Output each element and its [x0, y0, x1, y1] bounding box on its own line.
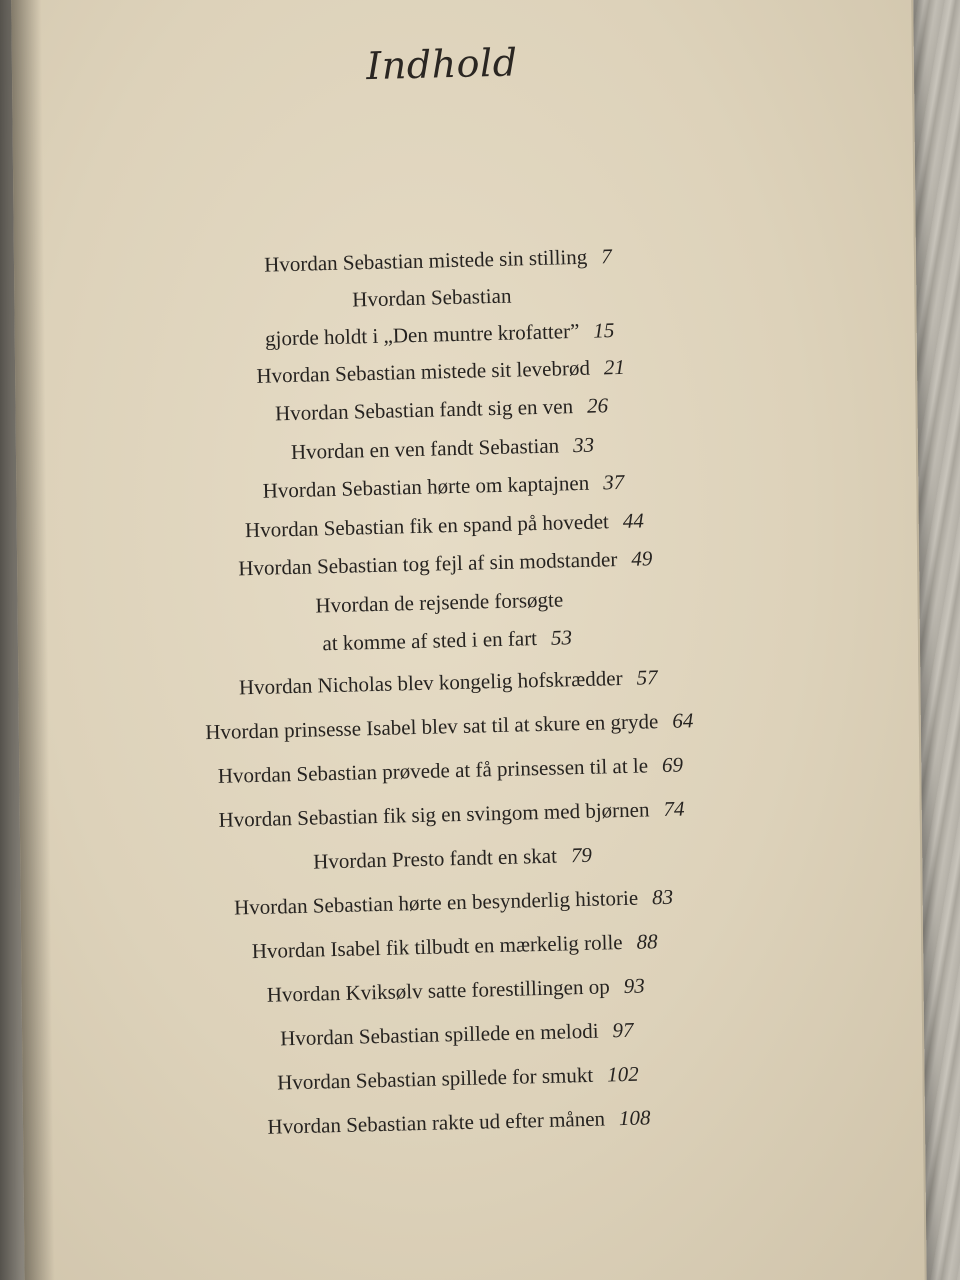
toc-entry-page: 7 — [600, 244, 612, 269]
toc-entry-page: 93 — [623, 973, 645, 998]
toc-entry-title: Hvordan Sebastian fandt sig en ven — [274, 394, 574, 426]
page-title: Indhold — [365, 40, 518, 89]
toc-entry-title: Hvordan Nicholas blev kongelig hofskrædder — [238, 665, 623, 699]
toc-entry-page — [525, 283, 526, 307]
toc-entry-page: 44 — [622, 507, 645, 533]
toc-entry-page — [577, 587, 578, 611]
toc-entry-title: Hvordan Sebastian prøvede at få prinsessen til at le — [217, 752, 649, 788]
toc-entry-title: Hvordan Sebastian fik en spand på hovedet — [244, 508, 610, 542]
toc-entry-title: Hvordan de rejsende forsøgte — [315, 586, 564, 617]
toc-entry-title: Hvordan Sebastian spillede en melodi — [279, 1018, 599, 1050]
toc-entry-title: Hvordan Sebastian tog fejl af sin modstander — [238, 547, 618, 581]
toc-entry-title: Hvordan Sebastian — [351, 283, 512, 312]
toc-entry-page: 37 — [602, 469, 625, 495]
toc-entry-page: 83 — [651, 884, 674, 909]
toc-entry-page: 108 — [618, 1104, 651, 1130]
toc-entry-page: 79 — [570, 842, 593, 867]
toc-entry-title: Hvordan Sebastian mistede sit levebrød — [256, 355, 591, 388]
toc-entry-page: 74 — [663, 795, 685, 821]
toc-entry-title: Hvordan Sebastian spillede for smukt — [276, 1062, 594, 1095]
toc-entry-title: Hvordan prinsesse Isabel blev sat til at skure en gryde — [205, 708, 659, 744]
toc-entry-page: 88 — [636, 928, 658, 954]
toc-entry-page: 64 — [672, 707, 694, 733]
toc-entry-title: Hvordan Sebastian hørte om kaptajnen — [262, 470, 590, 503]
toc-entry-page: 57 — [636, 664, 658, 690]
toc-entry-title: at komme af sted i en fart — [322, 626, 538, 656]
toc-entry-page: 53 — [550, 625, 573, 650]
toc-entry-page: 102 — [606, 1061, 639, 1086]
toc-entry-page: 21 — [603, 354, 626, 380]
toc-entry-title: Hvordan Sebastian rakte ud efter månen — [267, 1106, 606, 1139]
toc-entry-title: Hvordan Sebastian fik sig en svingom med bjørnen — [218, 796, 650, 832]
table-of-contents — [8, 232, 890, 1154]
toc-entry-page: 15 — [593, 318, 615, 343]
toc-entry-page: 33 — [572, 432, 595, 457]
toc-entry-page: 26 — [586, 393, 609, 418]
toc-entry-title: Hvordan Sebastian mistede sin stilling — [263, 244, 588, 277]
toc-entry-title: Hvordan Presto fandt en skat — [312, 843, 558, 874]
toc-entry-title: Hvordan Sebastian hørte en besynderlig historie — [233, 885, 639, 920]
toc-entry-page: 49 — [631, 546, 653, 571]
book-page — [11, 0, 927, 1280]
toc-entry-page: 97 — [612, 1017, 634, 1042]
toc-entry-title: Hvordan Isabel fik tilbudt en mærkelig rolle — [251, 929, 623, 963]
toc-entry-title: gjorde holdt i „Den muntre krofatter” — [264, 318, 580, 351]
toc-entry-title: Hvordan en ven fandt Sebastian — [290, 432, 560, 464]
toc-entry-title: Hvordan Kviksølv satte forestillingen op — [266, 973, 610, 1007]
toc-entry-page: 69 — [661, 752, 684, 777]
